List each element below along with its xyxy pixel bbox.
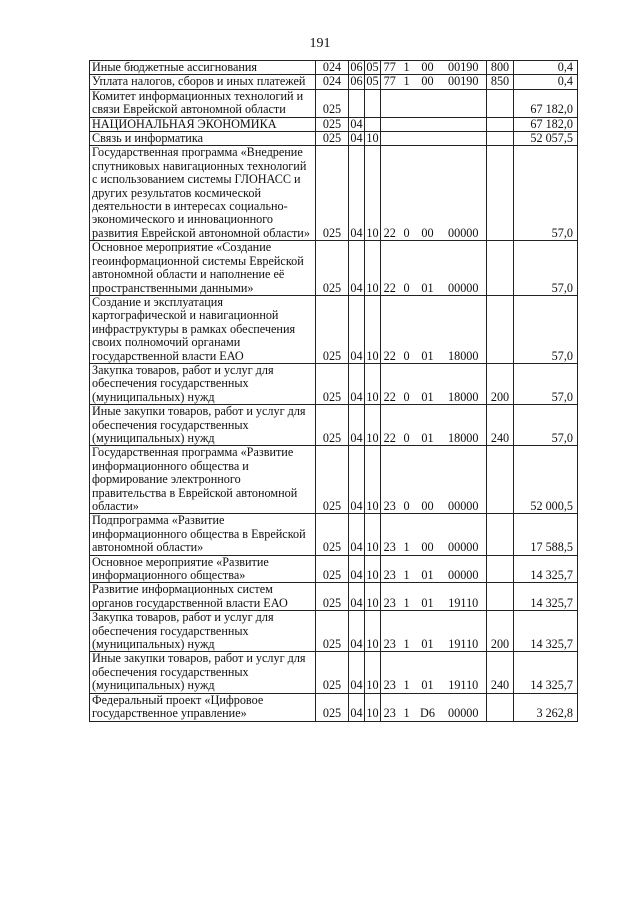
item-name: Подпрограмма «Развитие информационного общества в Еврейской автономной области» [90,514,316,555]
table-row [90,89,578,117]
amount: 14 325,7 [514,555,578,583]
subsection-code [365,117,381,131]
activity-code: 01 [415,295,441,363]
activity-code: 01 [415,583,441,611]
table-row [90,652,578,693]
subsection-code: 10 [365,363,381,404]
department-code: 025 [316,611,349,652]
subprogram-code: 0 [399,295,415,363]
subprogram-code: 1 [399,75,415,89]
expense-type-code [487,295,514,363]
activity-code: 00 [415,446,441,514]
item-name: Иные бюджетные ассигнования [90,61,316,75]
subsection-code: 10 [365,555,381,583]
program-code: 23 [381,693,399,721]
amount: 57,0 [514,241,578,296]
program-code: 23 [381,514,399,555]
amount: 3 262,8 [514,693,578,721]
subsection-code: 10 [365,514,381,555]
section-code: 04 [349,611,365,652]
subprogram-code: 1 [399,583,415,611]
subsection-code [365,89,381,117]
department-code: 025 [316,117,349,131]
activity-code: 00 [415,514,441,555]
direction-code [441,132,487,146]
expense-type-code: 200 [487,363,514,404]
section-code: 04 [349,446,365,514]
amount: 0,4 [514,61,578,75]
section-code: 04 [349,295,365,363]
activity-code: 01 [415,405,441,446]
subsection-code: 10 [365,241,381,296]
subprogram-code: 1 [399,611,415,652]
item-name: Связь и информатика [90,132,316,146]
program-code: 77 [381,61,399,75]
expense-type-code [487,146,514,241]
table-row [90,132,578,146]
amount: 17 588,5 [514,514,578,555]
table-row [90,75,578,89]
direction-code [441,89,487,117]
direction-code: 00000 [441,146,487,241]
program-code: 23 [381,583,399,611]
direction-code: 00000 [441,446,487,514]
section-code: 04 [349,583,365,611]
table-row [90,61,578,75]
subsection-code: 10 [365,693,381,721]
activity-code: 01 [415,363,441,404]
expense-type-code [487,446,514,514]
table-row [90,241,578,296]
subsection-code: 10 [365,405,381,446]
activity-code: 00 [415,75,441,89]
table-row [90,611,578,652]
program-code: 23 [381,652,399,693]
item-name: Иные закупки товаров, работ и услуг для обеспечения государственных (муниципальных) нужд [90,652,316,693]
program-code: 22 [381,146,399,241]
amount: 57,0 [514,405,578,446]
department-code: 025 [316,146,349,241]
item-name: Комитет информационных технологий и связи Еврейской автономной области [90,89,316,117]
item-name: Уплата налогов, сборов и иных платежей [90,75,316,89]
subprogram-code: 0 [399,363,415,404]
activity-code [415,117,441,131]
program-code: 22 [381,363,399,404]
subprogram-code: 1 [399,555,415,583]
amount: 14 325,7 [514,583,578,611]
item-name: НАЦИОНАЛЬНАЯ ЭКОНОМИКА [90,117,316,131]
department-code: 025 [316,514,349,555]
subprogram-code: 1 [399,514,415,555]
department-code: 025 [316,132,349,146]
amount: 57,0 [514,146,578,241]
subprogram-code: 1 [399,61,415,75]
activity-code: 00 [415,146,441,241]
expense-type-code [487,117,514,131]
program-code: 23 [381,555,399,583]
program-code [381,89,399,117]
direction-code: 18000 [441,295,487,363]
amount: 67 182,0 [514,117,578,131]
direction-code: 19110 [441,583,487,611]
section-code: 04 [349,693,365,721]
subsection-code: 10 [365,652,381,693]
activity-code [415,89,441,117]
department-code: 025 [316,652,349,693]
department-code: 024 [316,61,349,75]
department-code: 025 [316,693,349,721]
subsection-code: 10 [366,131,379,146]
amount: 14 325,7 [514,611,578,652]
subprogram-code: 1 [399,652,415,693]
direction-code: 19110 [441,652,487,693]
amount: 0,4 [514,75,578,89]
table-row [90,146,578,241]
department-code: 025 [316,363,349,404]
direction-code: 00000 [441,241,487,296]
section-code: 04 [349,146,365,241]
section-code: 04 [349,363,365,404]
subsection-code: 10 [365,583,381,611]
department-code: 025 [316,583,349,611]
section-code: 04 [349,652,365,693]
department-code: 025 [316,405,349,446]
subprogram-code: 1 [399,693,415,721]
section-code: 04 [350,131,363,146]
activity-code: D6 [415,693,441,721]
subprogram-code [399,117,415,131]
activity-code: 01 [415,611,441,652]
section-code: 04 [349,241,365,296]
subsection-code: 10 [365,295,381,363]
department-code: 024 [316,75,349,89]
direction-code: 00000 [441,514,487,555]
budget-table [89,60,578,722]
direction-code: 00190 [441,61,487,75]
activity-code: 01 [415,241,441,296]
direction-code: 00190 [441,75,487,89]
expense-type-code: 240 [487,405,514,446]
item-name: Федеральный проект «Цифровое государственное управление» [90,693,316,721]
section-code: 06 [350,60,363,74]
expense-type-code [487,555,514,583]
direction-code: 00000 [441,555,487,583]
expense-type-code [487,583,514,611]
amount: 14 325,7 [514,652,578,693]
subprogram-code: 0 [399,241,415,296]
section-code [349,89,365,117]
direction-code: 18000 [441,363,487,404]
subprogram-code [399,89,415,117]
table-row [90,363,578,404]
item-name: Основное мероприятие «Создание геоинформационной системы Еврейской автономной области и наполнение её пространственными данными» [90,241,316,296]
section-code: 04 [349,514,365,555]
department-code: 025 [316,446,349,514]
table-row [90,405,578,446]
section-code: 04 [350,117,363,131]
activity-code: 01 [415,555,441,583]
table-row [90,514,578,555]
activity-code [415,132,441,146]
program-code: 23 [381,446,399,514]
expense-type-code: 850 [487,75,514,89]
direction-code: 00000 [441,693,487,721]
amount: 57,0 [514,363,578,404]
program-code: 23 [381,611,399,652]
direction-code: 19110 [441,611,487,652]
amount: 52 057,5 [514,132,578,146]
amount: 52 000,5 [514,446,578,514]
section-code: 04 [349,405,365,446]
item-name: Создание и эксплуатация картографической и навигационной инфраструктуры в рамках обеспечения своих полномочий органами государственной власти ЕАО [90,295,316,363]
item-name: Закупка товаров, работ и услуг для обеспечения государственных (муниципальных) нужд [90,611,316,652]
expense-type-code [487,241,514,296]
item-name: Развитие информационных систем органов государственной власти ЕАО [90,583,316,611]
subprogram-code: 0 [399,446,415,514]
subsection-code: 05 [366,74,379,89]
expense-type-code [487,514,514,555]
item-name: Государственная программа «Внедрение спутниковых навигационных технологий с использованием системы ГЛОНАСС и других результатов космической деятельности в интересах социально-экономического и инновационного развития Еврейской автономной области» [90,146,316,241]
department-code: 025 [316,89,349,117]
expense-type-code [487,132,514,146]
expense-type-code: 240 [487,652,514,693]
item-name: Основное мероприятие «Развитие информационного общества» [90,555,316,583]
subprogram-code: 0 [399,405,415,446]
subsection-code: 05 [366,60,379,74]
subsection-code: 10 [365,146,381,241]
budget-table-body [90,61,578,722]
table-row [90,446,578,514]
section-code: 06 [350,74,363,89]
program-code: 22 [381,295,399,363]
program-code: 77 [381,75,399,89]
table-row [90,117,578,131]
table-row [90,583,578,611]
activity-code: 00 [415,61,441,75]
department-code: 025 [316,241,349,296]
program-code: 22 [381,405,399,446]
item-name: Закупка товаров, работ и услуг для обеспечения государственных (муниципальных) нужд [90,363,316,404]
subprogram-code: 0 [399,146,415,241]
direction-code: 18000 [441,405,487,446]
table-row [90,693,578,721]
expense-type-code: 200 [487,611,514,652]
expense-type-code [487,89,514,117]
subsection-code: 10 [365,446,381,514]
amount: 57,0 [514,295,578,363]
amount: 67 182,0 [514,89,578,117]
item-name: Иные закупки товаров, работ и услуг для обеспечения государственных (муниципальных) нужд [90,405,316,446]
section-code: 04 [349,555,365,583]
program-code [381,132,399,146]
activity-code: 01 [415,652,441,693]
program-code [381,117,399,131]
subprogram-code [399,132,415,146]
expense-type-code [487,693,514,721]
expense-type-code: 800 [487,61,514,75]
table-row [90,555,578,583]
direction-code [441,117,487,131]
department-code: 025 [316,295,349,363]
table-row [90,295,578,363]
program-code: 22 [381,241,399,296]
page-number: 191 [309,36,331,51]
item-name: Государственная программа «Развитие информационного общества и формирование электронного правительства в Еврейской автономной области» [90,446,316,514]
department-code: 025 [316,555,349,583]
subsection-code: 10 [365,611,381,652]
